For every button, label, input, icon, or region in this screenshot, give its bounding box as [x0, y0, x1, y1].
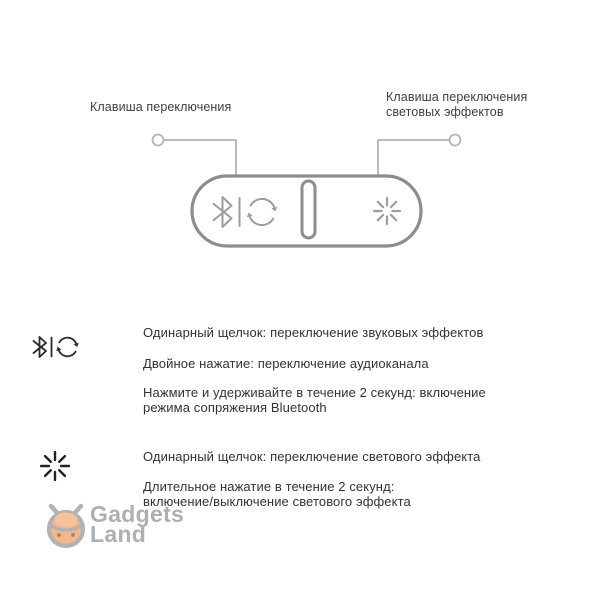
instruction-line: режима сопряжения Bluetooth — [143, 400, 327, 415]
brand-mascot-icon — [44, 503, 88, 549]
mascot-eye — [71, 533, 75, 537]
instruction-line: Нажмите и удерживайте в течение 2 секунд: включение — [143, 385, 486, 400]
label-line: световых эффектов — [386, 105, 504, 119]
bluetooth-icon — [34, 337, 47, 357]
instruction-line: включение/выключение светового эффекта — [143, 494, 411, 509]
bluetooth-audio-cycle-icon — [32, 336, 80, 358]
audio-cycle-icon — [59, 338, 77, 357]
label-switch-key: Клавиша переключения — [90, 100, 232, 114]
instruction-paragraph — [143, 479, 583, 509]
instruction-paragraph — [143, 449, 583, 464]
instruction-line: Одинарный щелчок: переключение светового эффекта — [143, 449, 481, 464]
instruction-line: Длительное нажатие в течение 2 секунд: — [143, 479, 395, 494]
light-effect-icon — [40, 451, 70, 481]
instruction-line: Одинарный щелчок: переключение звуковых эффектов — [143, 325, 484, 340]
mascot-eye — [57, 533, 61, 537]
instruction-paragraph — [143, 385, 583, 415]
brand-line: Gadgets — [90, 501, 185, 527]
device-diagram — [0, 0, 600, 290]
label-line: Клавиша переключения — [386, 90, 528, 104]
callout-endpoint-circle — [450, 135, 461, 146]
instruction-paragraph — [143, 356, 583, 371]
mascot-forehead — [55, 513, 78, 527]
callout-endpoint-circle — [153, 135, 164, 146]
callout-left — [153, 135, 237, 182]
sound-button-instructions — [143, 325, 583, 415]
device-center-slot — [302, 181, 315, 238]
brand-line: Land — [90, 521, 147, 547]
instruction-line: Двойное нажатие: переключение аудиоканала — [143, 356, 429, 371]
light-button-instructions — [143, 449, 583, 509]
brand-wordmark — [90, 501, 185, 547]
instruction-paragraph — [143, 325, 583, 340]
